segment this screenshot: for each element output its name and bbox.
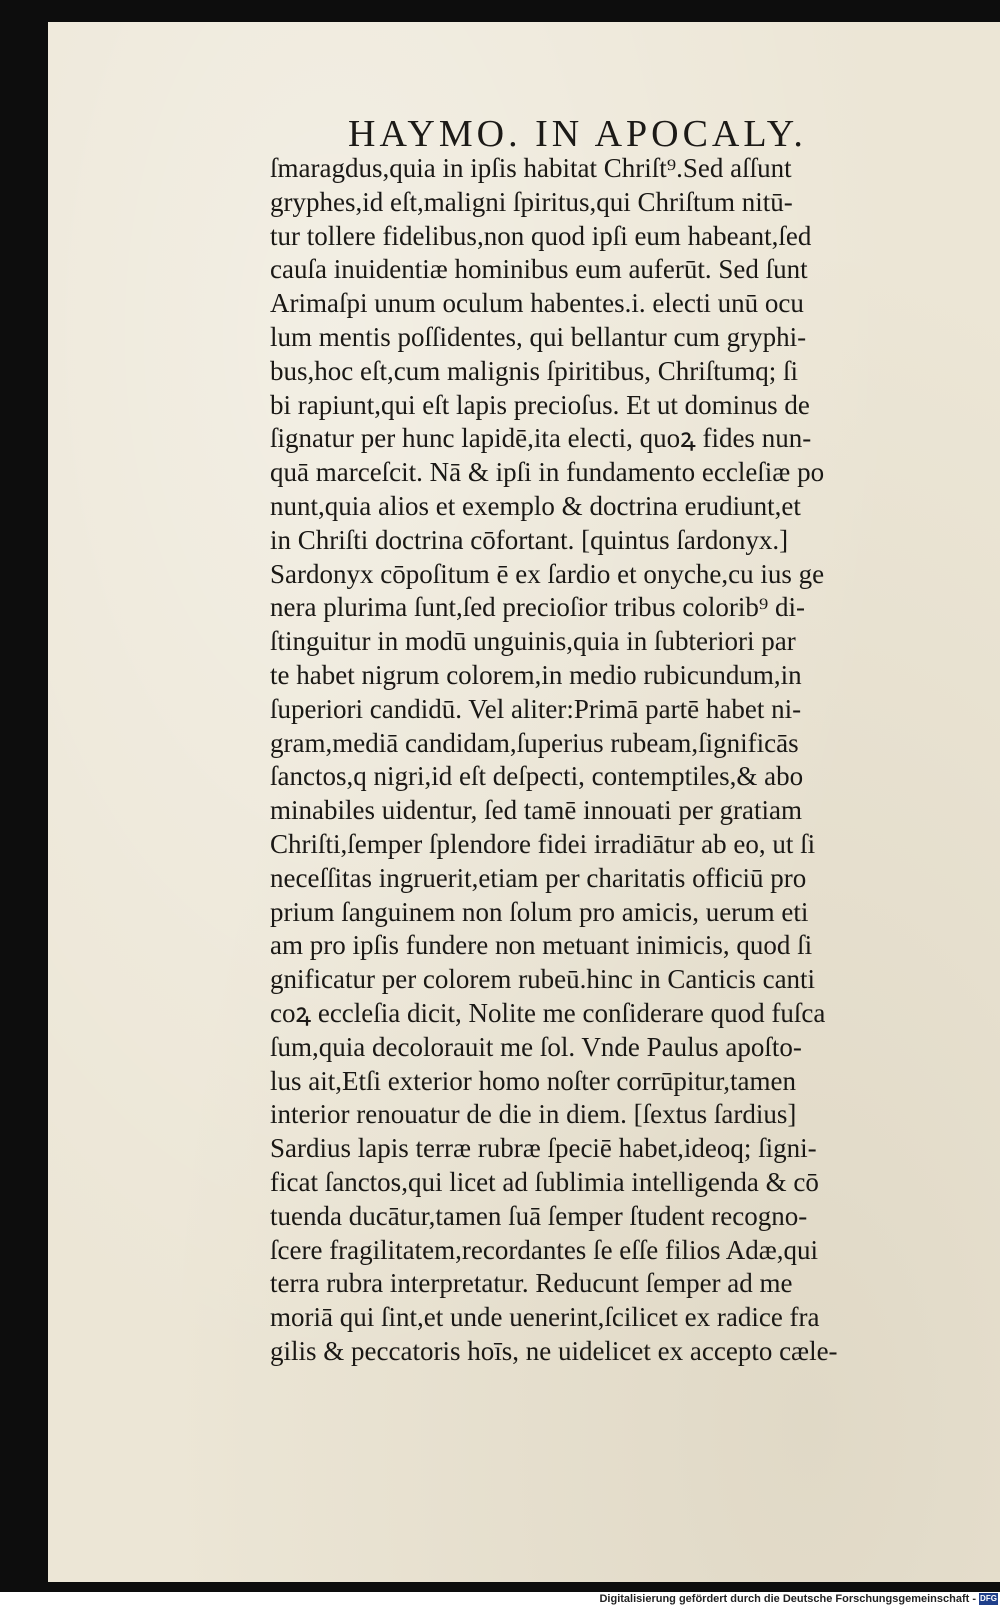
funding-credit: Digitalisierung gefördert durch die Deutsche Forschungsgemeinschaft - [599,1593,976,1605]
text-line: minabiles uidentur, ſed tamē innouati per gratiam [270,795,803,826]
text-line: lus ait,Etſi exterior homo noſter corrūpitur,tamen [270,1065,797,1096]
text-line: tur tollere fidelibus,non quod ipſi eum habeant,ſed [270,220,812,251]
text-line: ficat ſanctos,qui licet ad ſublimia intelligenda & cō [270,1166,819,1197]
text-line: neceſſitas ingruerit,etiam per charitatis officiū pro [270,862,807,893]
text-line: Chriſti,ſemper ſplendore fidei irradiātur ab eo, ut ſi [270,828,816,859]
text-line: Sardonyx cōpoſitum ē ex ſardio et onyche,cu ius ge [270,558,825,589]
text-line: bus,hoc eſt,cum malignis ſpiritibus, Chriſtumq; ſi [270,355,798,386]
text-line: ſuperiori candidū. Vel aliter:Primā partē habet ni‐ [270,693,802,724]
text-line: in Chriſti doctrina cōfortant. [quintus ſardonyx.] [270,524,789,555]
text-line: gryphes,id eſt,maligni ſpiritus,qui Chriſtum nitū‐ [270,186,793,217]
text-line: tuenda ducātur,tamen ſuā ſemper ſtudent recogno‐ [270,1200,808,1231]
text-line: interior renouatur de die in diem. [ſextus ſardius] [270,1099,797,1130]
text-line: quā marceſcit. Nā & ipſi in fundamento eccleſiæ po [270,457,825,488]
text-line: cauſa inuidentiæ hominibus eum auferūt. Sed ſunt [270,254,808,285]
text-line: ſcere fragilitatem,recordantes ſe eſſe filios Adæ,qui [270,1234,819,1265]
text-line: ſtinguitur in modū unguinis,quia in ſubteriori par [270,626,796,657]
text-line: terra rubra interpretatur. Reducunt ſemper ad me [270,1268,793,1299]
text-line: te habet nigrum colorem,in medio rubicundum,in [270,659,802,690]
running-header: HAYMO. IN APOCALY. [348,113,807,155]
text-line: Sardius lapis terræ rubræ ſpeciē habet,ideoq; ſigni‐ [270,1133,817,1164]
text-line: nera plurima ſunt,ſed precioſior tribus colorib⁹ di‐ [270,592,806,623]
dfg-logo-icon: DFG [980,1594,997,1603]
digitization-footer [0,1592,1000,1608]
text-line: ſanctos,q nigri,id eſt deſpecti, contemptiles,& abo [270,761,804,792]
book-page [48,22,1000,1582]
text-line: nunt,quia alios et exemplo & doctrina erudiunt,et [270,490,801,521]
text-line: Arimaſpi unum oculum habentes.i. electi unū ocu [270,288,804,319]
text-line: gilis & peccatoris hoīs, ne uidelicet ex accepto cæle‐ [270,1335,838,1366]
text-line: ſum,quia decolorauit me ſol. Vnde Paulus apoſto‐ [270,1031,802,1062]
text-line: prium ſanguinem non ſolum pro amicis, uerum eti [270,896,809,927]
text-line: ſmaragdus,quia in ipſis habitat Chriſt⁹.Sed aſſunt [270,153,792,183]
text-line: moriā qui ſint,et unde uenerint,ſcilicet ex radice fra [270,1302,820,1333]
text-line: gnificatur per colorem rubeū.hinc in Canticis canti [270,964,816,995]
text-line: ſignatur per hunc lapidē,ita electi, quoꝝ fides nun‐ [270,423,812,454]
text-line: bi rapiunt,qui eſt lapis precioſus. Et ut dominus de [270,389,810,420]
text-line: am pro ipſis fundere non metuant inimicis, quod ſi [270,930,813,961]
page-body-text [270,152,1000,1369]
text-line: lum mentis poſſidentes, qui bellantur cum gryphi‐ [270,321,807,352]
text-line: gram,mediā candidam,ſuperius rubeam,ſignificās [270,727,799,758]
text-line: coꝝ eccleſia dicit, Nolite me conſiderare quod fuſca [270,997,826,1028]
